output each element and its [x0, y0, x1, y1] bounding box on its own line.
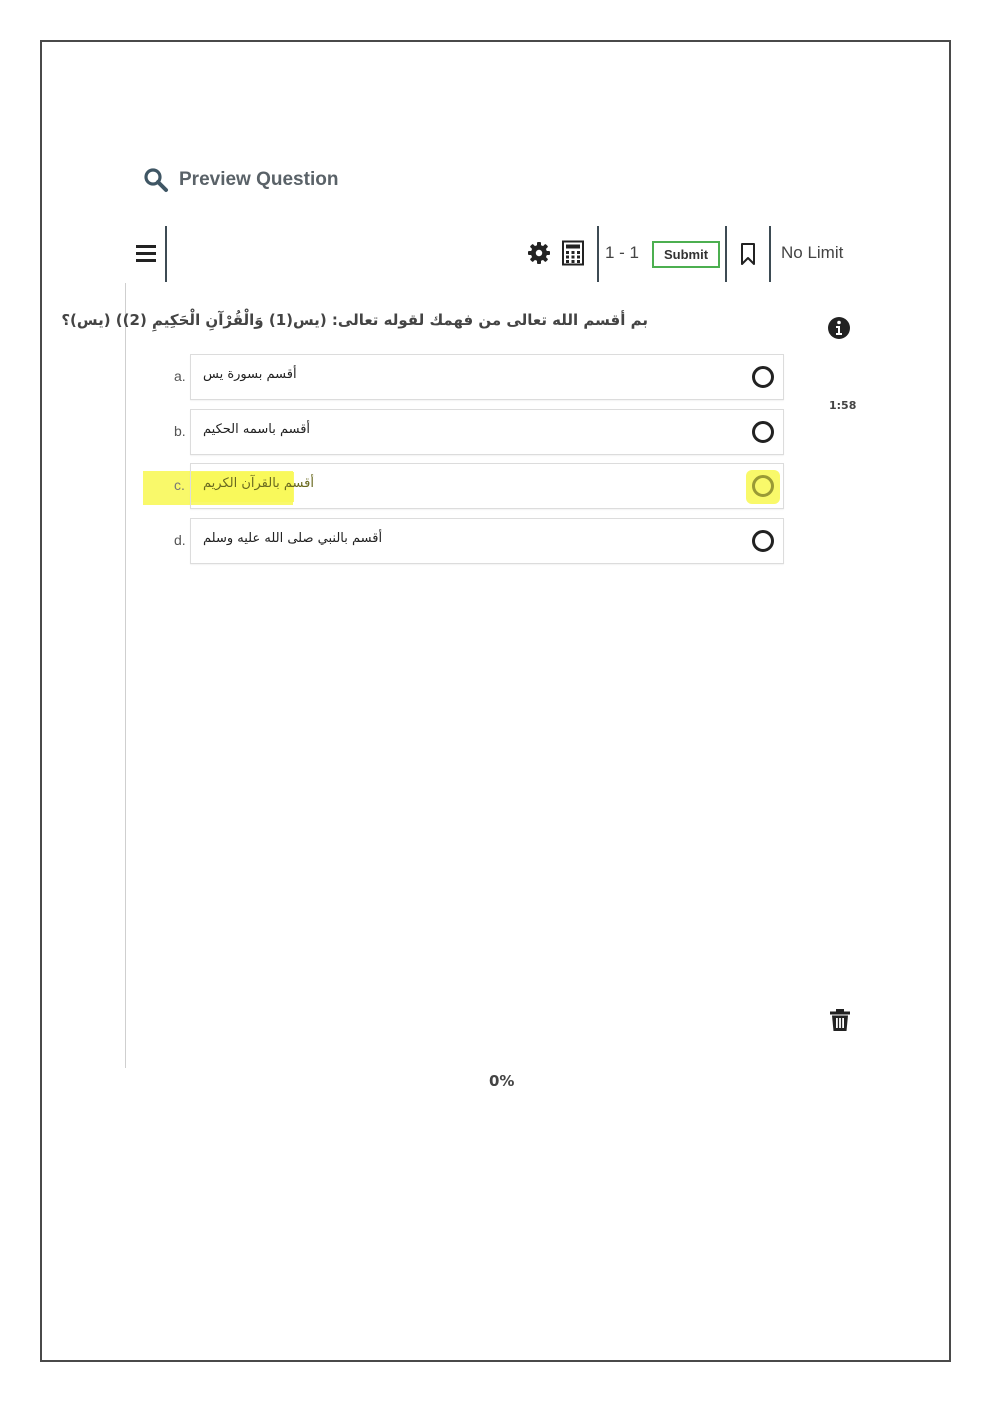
option-text: أقسم باسمه الحكيم [203, 422, 311, 437]
calculator-icon[interactable] [561, 240, 585, 266]
option-radio[interactable] [752, 530, 774, 552]
option-box[interactable] [190, 518, 784, 564]
option-letter: a. [174, 368, 186, 384]
option-letter: c. [174, 477, 185, 493]
page-frame [40, 40, 951, 1362]
option-radio[interactable] [752, 475, 774, 497]
preview-header [143, 165, 338, 195]
toolbar-divider [597, 226, 599, 282]
option-text: أقسم بالقرآن الكريم [203, 476, 314, 491]
toolbar-divider [769, 226, 771, 282]
option-radio[interactable] [752, 366, 774, 388]
search-icon [143, 167, 169, 193]
question-timer: 1:58 [829, 399, 857, 412]
option-letter: d. [174, 532, 186, 548]
option-radio[interactable] [752, 421, 774, 443]
option-text: أقسم بالنبي صلى الله عليه وسلم [203, 531, 383, 546]
option-box[interactable] [190, 463, 784, 509]
question-text: بم أقسم الله تعالى من فهمك لقوله تعالى: (يس(1) وَالْقُرْآنِ الْحَكِيمِ (2)) (يس)؟ [61, 311, 648, 329]
page-counter: 1 - 1 [605, 243, 640, 262]
option-box[interactable] [190, 409, 784, 455]
info-icon[interactable] [827, 316, 851, 340]
content-left-border [125, 283, 126, 1068]
hamburger-menu-icon[interactable] [134, 240, 158, 268]
option-letter: b. [174, 423, 186, 439]
option-text: أقسم بسورة يس [203, 367, 297, 382]
answer-option-a[interactable] [160, 354, 785, 401]
gear-icon[interactable] [527, 241, 551, 265]
toolbar-divider [725, 226, 727, 282]
option-box[interactable] [190, 354, 784, 400]
submit-button[interactable]: Submit [652, 241, 720, 268]
progress-percentage: 0% [489, 1072, 515, 1090]
preview-title: Preview Question [179, 169, 339, 190]
bookmark-icon[interactable] [738, 242, 758, 266]
answer-option-b[interactable] [160, 409, 785, 456]
trash-icon[interactable] [829, 1008, 851, 1032]
time-limit-label: No Limit [781, 243, 844, 262]
answer-option-d[interactable] [160, 518, 785, 565]
toolbar-divider [165, 226, 167, 282]
answer-option-c[interactable] [160, 463, 785, 510]
